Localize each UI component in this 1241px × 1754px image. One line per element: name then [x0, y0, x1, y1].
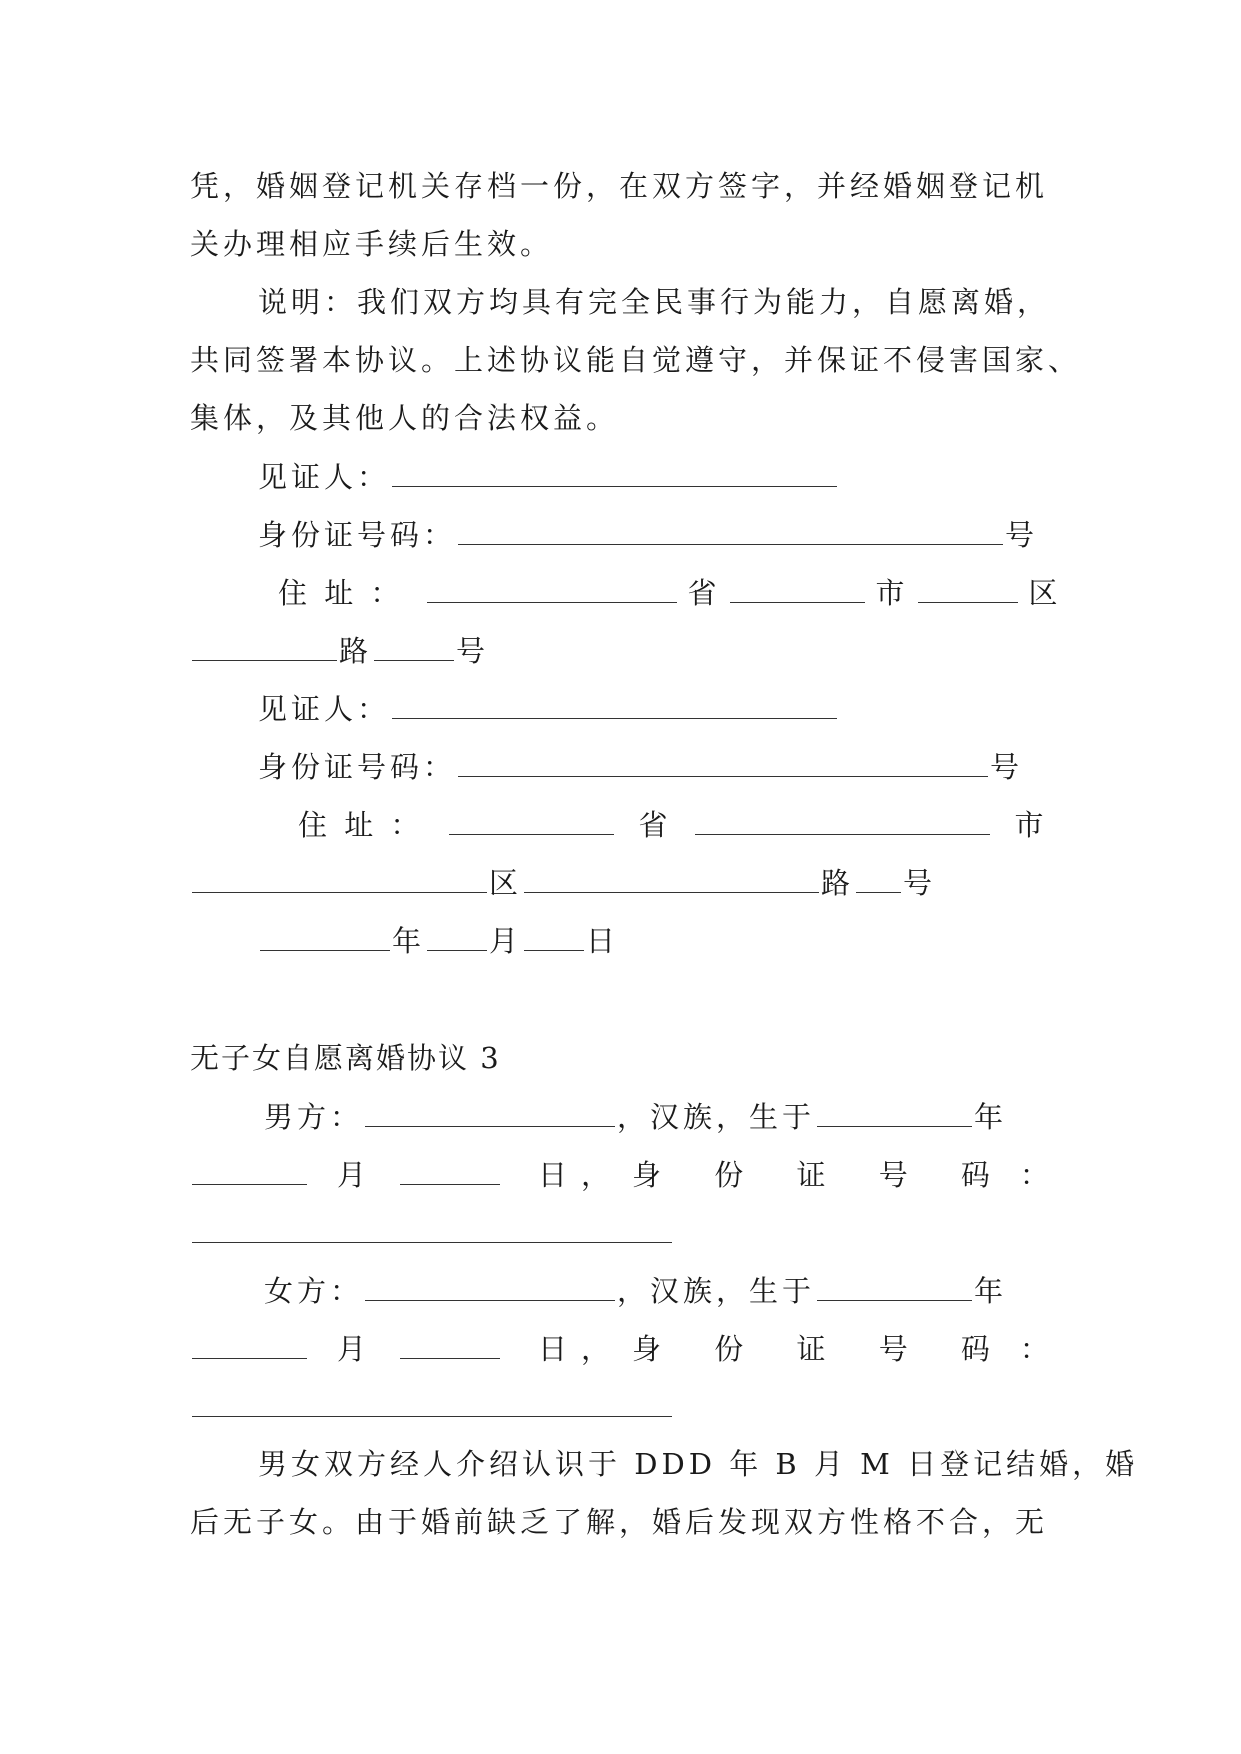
female-birth-day-blank[interactable]	[400, 1328, 500, 1359]
male-colon: ：	[1019, 1158, 1053, 1192]
province-label: 省	[687, 576, 721, 610]
female-birth-year-blank[interactable]	[817, 1270, 972, 1301]
witness-2-id-row	[258, 746, 1023, 786]
female-id-row	[190, 1386, 674, 1426]
male-party-row-2	[190, 1154, 1053, 1194]
road-blank[interactable]	[192, 630, 337, 661]
female-name-blank[interactable]	[365, 1270, 615, 1301]
day-label: 日	[586, 924, 620, 958]
witness-name-blank[interactable]	[392, 456, 837, 487]
paragraph-line: 说明：我们双方均具有完全民事行为能力，自愿离婚，	[258, 285, 1051, 319]
witness-2-address-row-2	[190, 862, 936, 902]
district-label: 区	[489, 866, 523, 900]
number-label: 号	[903, 866, 937, 900]
city-blank[interactable]	[730, 572, 865, 603]
paragraph-line: 男女双方经人介绍认识于 DDD 年 B 月 M 日登记结婚，婚	[258, 1447, 1139, 1481]
district-label: 区	[1028, 576, 1062, 610]
male-id-row	[190, 1212, 674, 1252]
male-party-row	[264, 1096, 1007, 1136]
address-label: 住 址 ：	[278, 576, 404, 610]
paragraph-line: 集体，及其他人的合法权益。	[190, 401, 620, 435]
road-label: 路	[339, 634, 373, 668]
province-blank[interactable]	[449, 804, 614, 835]
id-suffix: 号	[990, 750, 1024, 784]
district-blank[interactable]	[192, 862, 487, 893]
male-label: 男方：	[264, 1100, 364, 1134]
district-blank[interactable]	[918, 572, 1018, 603]
witness-1-id-row	[258, 514, 1038, 554]
province-label: 省	[638, 808, 672, 842]
month-label: 月	[489, 924, 523, 958]
witness-id-label: 身份证号码：	[258, 518, 457, 552]
number-blank[interactable]	[856, 862, 901, 893]
number-label: 号	[456, 634, 490, 668]
province-blank[interactable]	[427, 572, 677, 603]
male-year-label: 年	[974, 1100, 1008, 1134]
witness-name-label: 见证人：	[258, 460, 391, 494]
witness-id-label: 身份证号码：	[258, 750, 457, 784]
section-title: 无子女自愿离婚协议 3	[190, 1041, 501, 1075]
male-name-blank[interactable]	[365, 1096, 615, 1127]
male-id-blank[interactable]	[192, 1212, 672, 1243]
male-birth-year-blank[interactable]	[817, 1096, 972, 1127]
month-blank[interactable]	[427, 920, 487, 951]
female-id-label: 身 份 证 号 码	[632, 1332, 1012, 1366]
road-blank[interactable]	[524, 862, 819, 893]
number-blank[interactable]	[374, 630, 454, 661]
female-day-label: 日	[538, 1332, 572, 1366]
city-label: 市	[875, 576, 909, 610]
female-month-label: 月	[337, 1332, 371, 1366]
paragraph-line: 关办理相应手续后生效。	[190, 227, 554, 261]
female-party-row	[264, 1270, 1007, 1310]
date-row	[258, 920, 619, 960]
paragraph-line: 凭，婚姻登记机关存档一份，在双方签字，并经婚姻登记机	[190, 169, 1049, 203]
female-birth-month-blank[interactable]	[192, 1328, 307, 1359]
male-comma: ，	[581, 1158, 615, 1192]
witness-1-name-row	[258, 456, 839, 496]
witness-name-blank[interactable]	[392, 688, 837, 719]
address-label: 住 址 ：	[298, 808, 424, 842]
id-suffix: 号	[1005, 518, 1039, 552]
witness-2-name-row	[258, 688, 839, 728]
female-colon: ：	[1019, 1332, 1053, 1366]
female-id-blank[interactable]	[192, 1386, 672, 1417]
witness-id-blank[interactable]	[458, 746, 988, 777]
witness-1-address-row	[278, 572, 1061, 612]
day-blank[interactable]	[524, 920, 584, 951]
paragraph-line: 后无子女。由于婚前缺乏了解，婚后发现双方性格不合，无	[190, 1505, 1049, 1539]
witness-name-label: 见证人：	[258, 692, 391, 726]
female-label: 女方：	[264, 1274, 364, 1308]
paragraph-line: 共同签署本协议。上述协议能自觉遵守，并保证不侵害国家、	[190, 343, 1082, 377]
year-blank[interactable]	[260, 920, 390, 951]
road-label: 路	[821, 866, 855, 900]
female-party-row-2	[190, 1328, 1053, 1368]
city-blank[interactable]	[695, 804, 990, 835]
witness-id-blank[interactable]	[458, 514, 1003, 545]
male-ethnicity: ，汉族，生于	[617, 1100, 816, 1134]
female-year-label: 年	[974, 1274, 1008, 1308]
female-comma: ，	[581, 1332, 615, 1366]
year-label: 年	[392, 924, 426, 958]
male-birth-month-blank[interactable]	[192, 1154, 307, 1185]
female-ethnicity: ，汉族，生于	[617, 1274, 816, 1308]
male-day-label: 日	[538, 1158, 572, 1192]
male-id-label: 身 份 证 号 码	[632, 1158, 1012, 1192]
city-label: 市	[1014, 808, 1048, 842]
witness-1-address-row-2	[190, 630, 489, 670]
witness-2-address-row	[298, 804, 1047, 844]
male-month-label: 月	[337, 1158, 371, 1192]
male-birth-day-blank[interactable]	[400, 1154, 500, 1185]
